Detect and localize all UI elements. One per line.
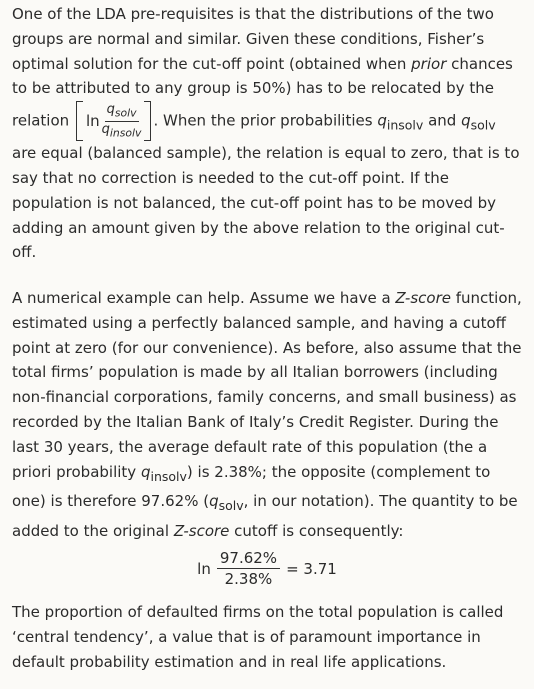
frac-numerator: q xyxy=(106,102,115,118)
zscore-italic: Z-score xyxy=(395,289,451,307)
text-segment: cutoff is consequently: xyxy=(229,522,404,541)
frac-denominator-sub: insolv xyxy=(109,126,142,140)
fraction-denominator: 2.38% xyxy=(224,570,273,588)
display-formula xyxy=(0,548,534,589)
text-segment: chances to be attributed to any group is 50%) has to be relocated by the relation xyxy=(12,54,513,130)
q-solv: q xyxy=(209,492,219,511)
q-solv: q xyxy=(461,111,471,130)
text-segment: function, estimated using a perfectly balanced sample, and having a cutoff point at zero (for our convenience). As before, also assume that the total firms’ population is made by all Italian borrowers (including non-financial corporations, family concerns, and small business) as recorded by the Italian Bank of Italy’s Credit Register. During the last 30 years, the average default rate of this population (the a priori probability xyxy=(12,289,522,481)
q-solv-sub: solv xyxy=(218,498,244,514)
text-segment: . When the prior probabilities xyxy=(153,111,378,130)
text-segment: and xyxy=(423,111,462,130)
frac-denominator: q xyxy=(101,121,110,137)
q-solv-sub: solv xyxy=(470,117,496,133)
text-segment: A numerical example can help. Assume we have a xyxy=(12,289,396,307)
fraction-numerator: 97.62% xyxy=(217,548,280,569)
q-insolv: q xyxy=(377,111,387,130)
text-segment: One of the LDA pre-requisites is that the distributions of the two groups are normal and similar. Given these conditions, Fisher’s optimal solution for the cut-off point (obtained when xyxy=(12,5,494,73)
zscore-italic: Z-score xyxy=(173,522,230,541)
text-segment: , in our notation). The quantity to be added to the original xyxy=(12,492,518,541)
right-bracket xyxy=(144,101,151,141)
inline-log-ratio-formula xyxy=(76,101,152,141)
paragraph-numerical-example xyxy=(12,286,524,544)
q-insolv: q xyxy=(140,462,151,481)
text-segment: are equal (balanced sample), the relation is equal to zero, that is to say that no correction is needed to the cut-off point. If the population is not balanced, the cut-off point has to be moved by adding an amount given by the above relation to the original cut-off. xyxy=(12,144,520,262)
left-bracket xyxy=(76,101,83,141)
display-fraction xyxy=(217,548,280,589)
text-segment: The proportion of defaulted firms on the total population is called ‘central tendency’, a value that is of paramount importance in default probability estimation and in real life applications. xyxy=(12,603,504,671)
formula-result: = 3.71 xyxy=(286,559,337,578)
inline-fraction xyxy=(100,102,144,140)
q-insolv-sub: insolv xyxy=(150,468,187,484)
paragraph-central-tendency xyxy=(12,600,524,674)
q-insolv-sub: insolv xyxy=(386,117,424,133)
ln-label: ln xyxy=(85,111,100,130)
frac-numerator-sub: solv xyxy=(114,106,137,120)
ln-label: ln xyxy=(197,559,211,578)
paragraph-lda-prerequisites xyxy=(12,2,524,265)
text-segment: ) is 2.38%; the opposite (complement to one) is therefore 97.62% ( xyxy=(12,462,491,511)
prior-italic: prior xyxy=(411,54,447,73)
